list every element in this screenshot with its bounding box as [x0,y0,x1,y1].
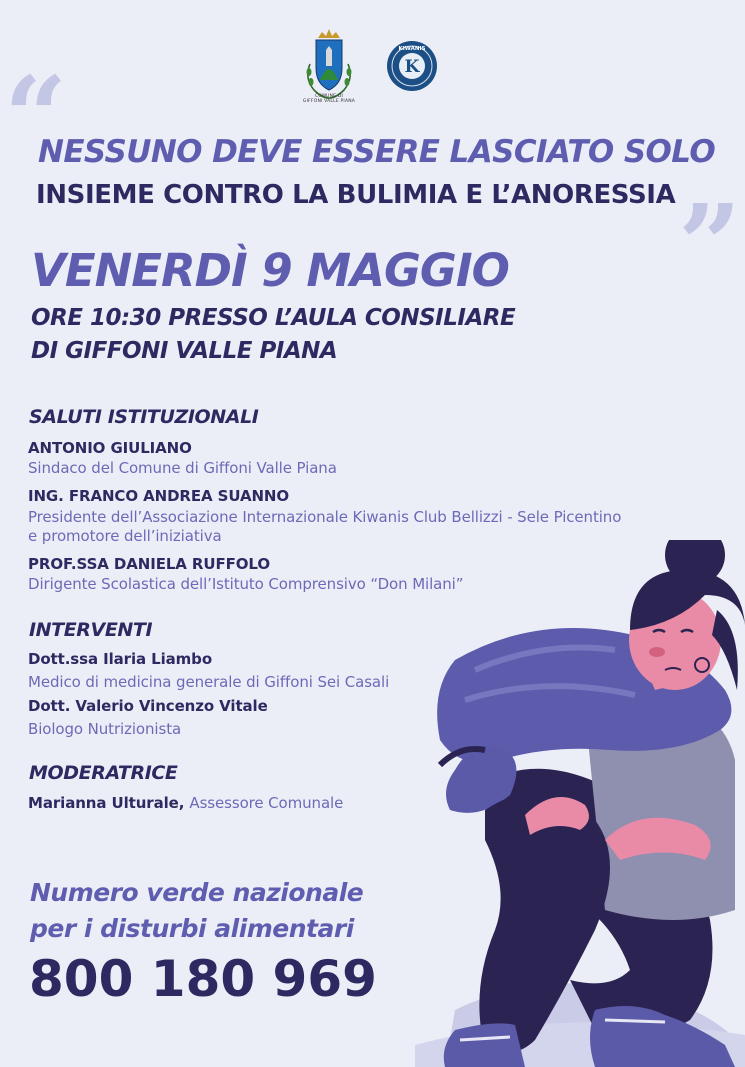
saluti-name-3: PROF.SSA DANIELA RUFFOLO [28,555,270,573]
moderatrice-heading: MODERATRICE [29,762,178,784]
interventi-role-1: Medico di medicina generale di Giffoni Sei Casali [28,673,390,691]
woman-illustration [395,540,745,1067]
interventi-name-2: Dott. Valerio Vincenzo Vitale [28,697,268,715]
moderatrice-line [28,793,343,812]
saluti-name-2: ING. FRANCO ANDREA SUANNO [28,487,290,505]
hotline-line1: Numero verde nazionale [30,878,364,907]
interventi-heading: INTERVENTI [29,619,153,641]
event-date: VENERDÌ 9 MAGGIO [31,244,509,297]
open-quote-mark: “ [4,52,68,181]
interventi-role-2: Biologo Nutrizionista [28,720,182,738]
event-time-place-line2: DI GIFFONI VALLE PIANA [31,338,338,364]
comune-caption-line2: GIFFONI VALLE PIANA [302,99,356,104]
moderatrice-name: Marianna Ulturale, [28,794,185,812]
interventi-name-1: Dott.ssa Ilaria Liambo [28,650,213,668]
saluti-name-1: ANTONIO GIULIANO [28,439,192,457]
svg-text:K: K [404,57,420,77]
headline-line1: NESSUNO DEVE ESSERE LASCIATO SOLO [38,134,716,170]
hotline-line2: per i disturbi alimentari [30,914,354,943]
kiwanis-logo-text: KIWANIS [398,46,426,52]
headline-line2: INSIEME CONTRO LA BULIMIA E L’ANORESSIA [36,180,676,210]
saluti-role-1: Sindaco del Comune di Giffoni Valle Piana [28,459,337,477]
saluti-heading: SALUTI ISTITUZIONALI [29,406,259,428]
kiwanis-logo [386,40,438,92]
comune-crest-logo [302,24,356,104]
saluti-role-2: Presidente dell’Associazione Internazionale Kiwanis Club Bellizzi - Sele Picentino [28,508,622,526]
saluti-role-2b: e promotore dell’iniziativa [28,527,222,545]
close-quote-mark: ” [678,180,742,309]
comune-caption [296,94,362,104]
hotline-number: 800 180 969 [29,950,377,1008]
event-time-place-line1: ORE 10:30 PRESSO L’AULA CONSILIARE [31,305,516,331]
moderatrice-role: Assessore Comunale [189,794,344,812]
saluti-role-3: Dirigente Scolastica dell’Istituto Comprensivo “Don Milani” [28,575,464,593]
comune-caption-line1: COMUNE DI [314,94,344,99]
